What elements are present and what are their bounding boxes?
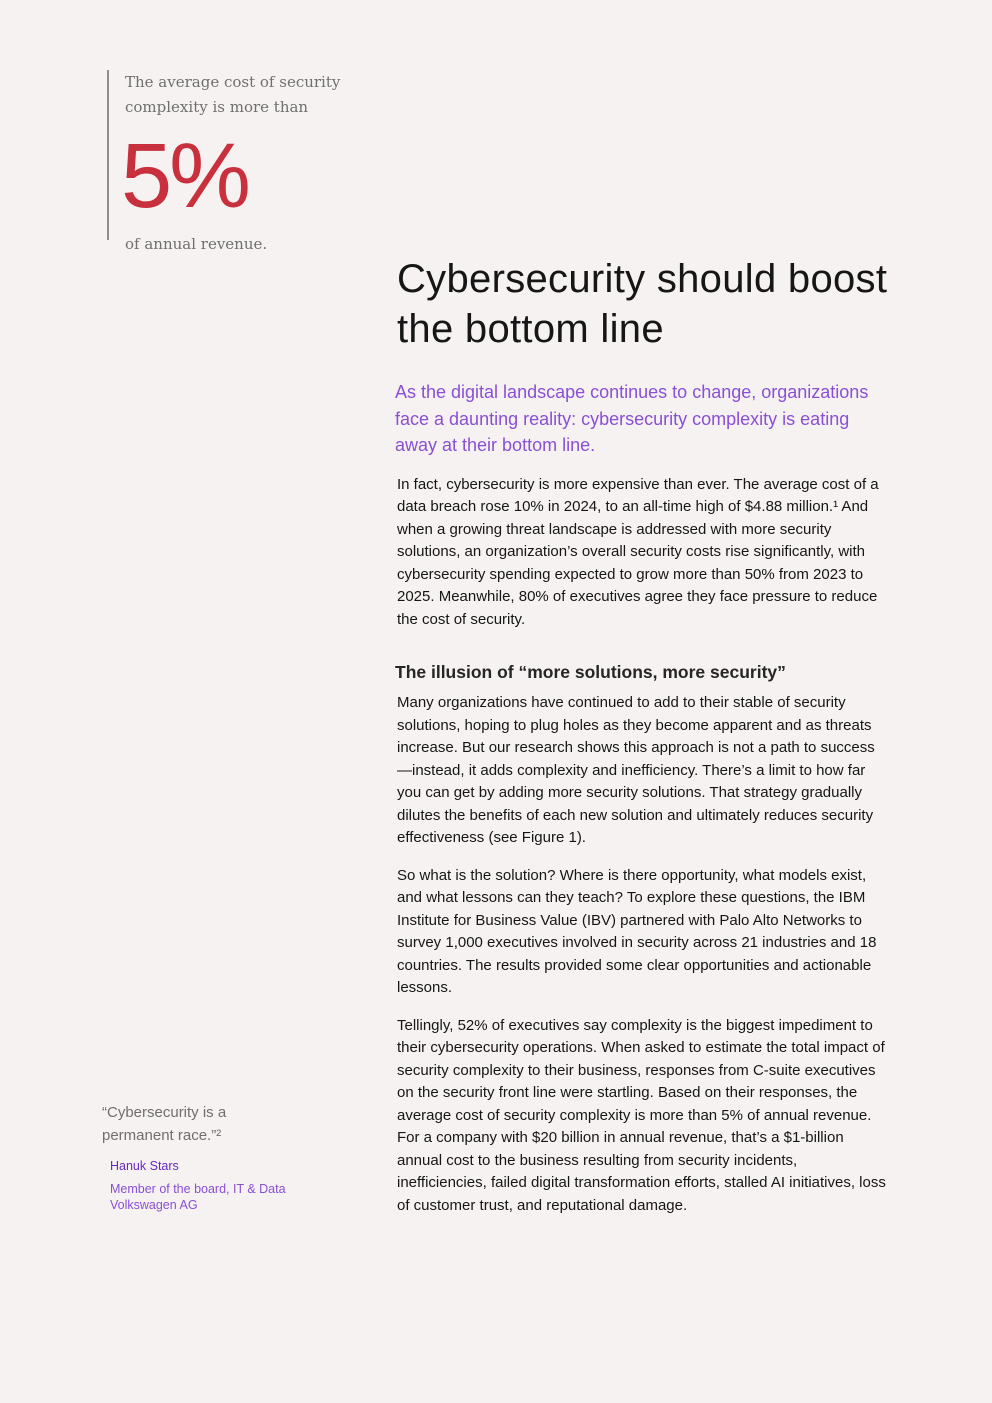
quote-author-role	[110, 1181, 342, 1213]
stat-outro: of annual revenue.	[125, 235, 268, 253]
quote-author-company: Volkswagen AG	[110, 1198, 198, 1212]
body-paragraph-1: In fact, cybersecurity is more expensive than ever. The average cost of a data breach rose 10% in 2024, to an all-time high of $4.88 million.¹ And when a growing threat landscape is addressed with more security solutions, an organization’s overall security costs rise significantly, with cybersecurity spending expected to grow more than 50% from 2023 to 2025. Meanwhile, 80% of executives agree they face pressure to reduce the cost of security.	[397, 475, 879, 628]
page-title: Cybersecurity should boost the bottom line	[397, 257, 888, 351]
section-subheading: The illusion of “more solutions, more security”	[395, 662, 786, 682]
pull-quote	[102, 1101, 342, 1213]
quote-author-title: Member of the board, IT & Data	[110, 1182, 286, 1196]
body-paragraph-4: Tellingly, 52% of executives say complexity is the biggest impediment to their cybersecurity operations. When asked to estimate the total impact of security complexity to their business, responses from C-suite executives on the security front line were startling. Based on their responses, the average cost of security complexity is more than 5% of annual revenue. For a company with $20 billion in annual revenue, that’s a $1-billion annual cost to the business resulting from security incidents, inefficiencies, failed digital transformation efforts, stalled AI initiatives, loss of customer trust, and reputational damage.	[397, 1016, 886, 1214]
body-paragraph-2: Many organizations have continued to add to their stable of security solutions, hoping to plug holes as they become apparent and as threats increase. But our research shows this approach is not a path to success—instead, it adds complexity and inefficiency. There’s a limit to how far you can get by adding more security solutions. That strategy gradually dilutes the benefits of each new solution and ultimately reduces security effectiveness (see Figure 1).	[397, 694, 875, 846]
stat-callout	[107, 70, 365, 253]
article-main	[397, 254, 897, 1217]
stat-intro: The average cost of security complexity is more than	[125, 73, 341, 116]
body-paragraph-3: So what is the solution? Where is there opportunity, what models exist, and what lessons can they teach? To explore these questions, the IBM Institute for Business Value (IBV) partnered with Palo Alto Networks to survey 1,000 executives involved in security across 21 industries and 18 countries. The results provided some clear opportunities and actionable lessons.	[397, 866, 877, 996]
quote-text: “Cybersecurity is a permanent race.”²	[102, 1104, 227, 1144]
stat-figure: 5%	[121, 125, 248, 227]
quote-author-name: Hanuk Stars	[110, 1159, 179, 1173]
lede-paragraph: As the digital landscape continues to change, organizations face a daunting reality: cybersecurity complexity is eating away at their bottom line.	[395, 382, 869, 455]
